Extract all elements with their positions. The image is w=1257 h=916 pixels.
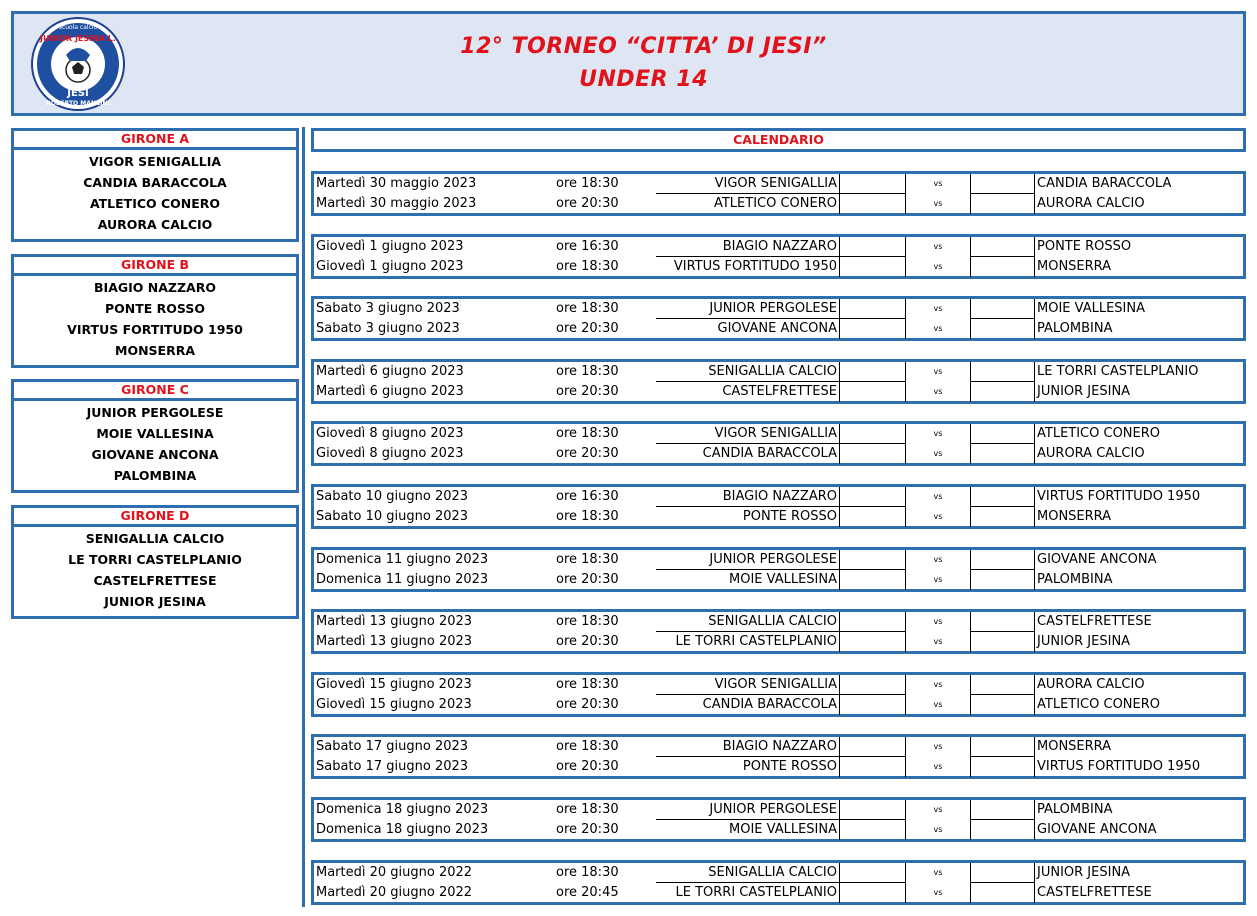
match-time: ore 18:30 — [556, 552, 619, 567]
away-score — [970, 507, 1035, 527]
girone-team: CANDIA BARACCOLA — [83, 175, 227, 190]
home-score — [840, 800, 906, 820]
away-team: AURORA CALCIO — [1037, 196, 1145, 211]
match-date: Domenica 11 giugno 2023 — [316, 572, 489, 587]
home-score — [840, 695, 906, 715]
logo-ring-text: JUNIOR JESINA L. — [40, 34, 116, 43]
away-score — [970, 174, 1035, 194]
away-score — [970, 800, 1035, 820]
match-time: ore 20:30 — [556, 321, 619, 336]
match-date: Sabato 17 giugno 2023 — [316, 759, 469, 774]
vs-label: vs — [933, 575, 943, 584]
match-group — [311, 860, 1246, 905]
home-team: CANDIA BARACCOLA — [656, 444, 840, 464]
vs-label: vs — [933, 762, 943, 771]
match-row — [314, 299, 1243, 319]
away-team: JUNIOR JESINA — [1037, 865, 1131, 880]
match-row — [314, 424, 1243, 444]
home-team: JUNIOR PERGOLESE — [656, 800, 840, 820]
vs-label: vs — [933, 680, 943, 689]
away-score — [970, 612, 1035, 632]
match-date: Domenica 18 giugno 2023 — [316, 822, 489, 837]
match-date: Sabato 17 giugno 2023 — [316, 739, 469, 754]
match-date: Sabato 10 giugno 2023 — [316, 489, 469, 504]
home-team: MOIE VALLESINA — [656, 570, 840, 590]
vs-label: vs — [933, 637, 943, 646]
match-time: ore 18:30 — [556, 739, 619, 754]
home-team: BIAGIO NAZZARO — [656, 237, 840, 257]
away-score — [970, 632, 1035, 652]
match-time: ore 20:30 — [556, 446, 619, 461]
girone-team: LE TORRI CASTELPLANIO — [68, 552, 242, 567]
home-score — [840, 570, 906, 590]
match-date: Sabato 3 giugno 2023 — [316, 321, 460, 336]
home-team: PONTE ROSSO — [656, 507, 840, 527]
home-team: JUNIOR PERGOLESE — [656, 550, 840, 570]
match-group — [311, 296, 1246, 341]
calendar-title: CALENDARIO — [311, 128, 1246, 152]
away-team: MOIE VALLESINA — [1037, 301, 1145, 316]
home-score — [840, 507, 906, 527]
vs-label: vs — [933, 742, 943, 751]
away-score — [970, 319, 1035, 339]
match-time: ore 16:30 — [556, 489, 619, 504]
vs-label: vs — [933, 199, 943, 208]
match-date: Martedì 6 giugno 2023 — [316, 364, 464, 379]
girone-team: AURORA CALCIO — [97, 217, 213, 232]
match-date: Martedì 30 maggio 2023 — [316, 176, 477, 191]
away-score — [970, 737, 1035, 757]
home-team: JUNIOR PERGOLESE — [656, 299, 840, 319]
home-team: VIGOR SENIGALLIA — [656, 675, 840, 695]
home-score — [840, 319, 906, 339]
vs-label: vs — [933, 179, 943, 188]
match-time: ore 20:30 — [556, 697, 619, 712]
away-team: VIRTUS FORTITUDO 1950 — [1037, 489, 1201, 504]
match-row — [314, 820, 1243, 840]
home-score — [840, 757, 906, 777]
match-date: Martedì 20 giugno 2022 — [316, 885, 473, 900]
vs-label: vs — [933, 617, 943, 626]
girone-title: GIRONE D — [11, 505, 299, 527]
match-time: ore 18:30 — [556, 509, 619, 524]
match-date: Giovedì 15 giugno 2023 — [316, 697, 472, 712]
away-team: CASTELFRETTESE — [1037, 614, 1152, 629]
match-time: ore 20:30 — [556, 572, 619, 587]
away-team: ATLETICO CONERO — [1037, 426, 1161, 441]
vs-label: vs — [933, 888, 943, 897]
match-row — [314, 362, 1243, 382]
home-score — [840, 174, 906, 194]
logo-bottom-text: ROBERTO MANCINI — [46, 100, 110, 107]
girone-team: PALOMBINA — [113, 468, 197, 483]
tournament-title: 12° TORNEO “CITTA’ DI JESI” — [460, 34, 827, 59]
away-team: MONSERRA — [1037, 739, 1112, 754]
away-team: PONTE ROSSO — [1037, 239, 1132, 254]
home-score — [840, 194, 906, 214]
match-date: Sabato 3 giugno 2023 — [316, 301, 460, 316]
away-score — [970, 194, 1035, 214]
match-date: Giovedì 8 giugno 2023 — [316, 426, 464, 441]
match-row — [314, 632, 1243, 652]
page-header — [11, 11, 1246, 116]
club-logo — [26, 17, 130, 111]
vs-label: vs — [933, 825, 943, 834]
away-score — [970, 820, 1035, 840]
match-group — [311, 421, 1246, 466]
away-team: PALOMBINA — [1037, 572, 1113, 587]
home-team: BIAGIO NAZZARO — [656, 737, 840, 757]
away-score — [970, 382, 1035, 402]
girone-team: MONSERRA — [115, 343, 195, 358]
match-date: Martedì 13 giugno 2023 — [316, 614, 473, 629]
girone-team: JUNIOR PERGOLESE — [86, 405, 224, 420]
match-row — [314, 757, 1243, 777]
match-date: Domenica 18 giugno 2023 — [316, 802, 489, 817]
girone-title: GIRONE C — [11, 379, 299, 401]
home-team: PONTE ROSSO — [656, 757, 840, 777]
away-team: VIRTUS FORTITUDO 1950 — [1037, 759, 1201, 774]
away-score — [970, 424, 1035, 444]
away-team: AURORA CALCIO — [1037, 677, 1145, 692]
vs-label: vs — [933, 805, 943, 814]
home-score — [840, 737, 906, 757]
home-team: CASTELFRETTESE — [656, 382, 840, 402]
match-time: ore 20:30 — [556, 759, 619, 774]
home-score — [840, 382, 906, 402]
match-group — [311, 171, 1246, 216]
match-time: ore 18:30 — [556, 614, 619, 629]
match-row — [314, 194, 1243, 214]
match-group — [311, 672, 1246, 717]
home-team: CANDIA BARACCOLA — [656, 695, 840, 715]
away-score — [970, 757, 1035, 777]
away-team: MONSERRA — [1037, 509, 1112, 524]
girone-a-box — [11, 128, 299, 242]
girone-team: VIGOR SENIGALLIA — [88, 154, 222, 169]
home-score — [840, 237, 906, 257]
vs-label: vs — [933, 700, 943, 709]
match-date: Domenica 11 giugno 2023 — [316, 552, 489, 567]
vs-label: vs — [933, 367, 943, 376]
vs-label: vs — [933, 555, 943, 564]
girone-c-box — [11, 379, 299, 493]
match-date: Giovedì 1 giugno 2023 — [316, 239, 464, 254]
vs-label: vs — [933, 492, 943, 501]
match-row — [314, 174, 1243, 194]
match-date: Giovedì 8 giugno 2023 — [316, 446, 464, 461]
match-row — [314, 675, 1243, 695]
match-row — [314, 570, 1243, 590]
away-team: PALOMBINA — [1037, 802, 1113, 817]
home-team: ATLETICO CONERO — [656, 194, 840, 214]
girone-team: ATLETICO CONERO — [89, 196, 221, 211]
girone-team: PONTE ROSSO — [105, 301, 205, 316]
home-team: BIAGIO NAZZARO — [656, 487, 840, 507]
home-score — [840, 362, 906, 382]
match-group — [311, 359, 1246, 404]
away-team: JUNIOR JESINA — [1037, 384, 1131, 399]
away-score — [970, 570, 1035, 590]
away-score — [970, 444, 1035, 464]
away-team: ATLETICO CONERO — [1037, 697, 1161, 712]
tournament-category: UNDER 14 — [579, 67, 708, 92]
calendar-divider — [302, 127, 305, 907]
girone-title: GIRONE B — [11, 254, 299, 276]
girone-team: GIOVANE ANCONA — [91, 447, 219, 462]
match-group — [311, 609, 1246, 654]
home-score — [840, 612, 906, 632]
away-score — [970, 299, 1035, 319]
away-score — [970, 487, 1035, 507]
match-row — [314, 319, 1243, 339]
match-time: ore 20:30 — [556, 196, 619, 211]
match-time: ore 18:30 — [556, 865, 619, 880]
home-score — [840, 550, 906, 570]
away-score — [970, 237, 1035, 257]
match-date: Martedì 20 giugno 2022 — [316, 865, 473, 880]
girone-team: JUNIOR JESINA — [104, 594, 206, 609]
match-time: ore 18:30 — [556, 301, 619, 316]
girone-b-box — [11, 254, 299, 368]
vs-label: vs — [933, 868, 943, 877]
match-time: ore 18:30 — [556, 426, 619, 441]
home-score — [840, 632, 906, 652]
match-row — [314, 883, 1243, 903]
logo-top-text: scuola calcio — [58, 24, 98, 31]
match-time: ore 18:30 — [556, 677, 619, 692]
girone-team: SENIGALLIA CALCIO — [85, 531, 225, 546]
home-team: GIOVANE ANCONA — [656, 319, 840, 339]
away-team: JUNIOR JESINA — [1037, 634, 1131, 649]
match-time: ore 20:30 — [556, 384, 619, 399]
match-group — [311, 734, 1246, 779]
home-team: SENIGALLIA CALCIO — [656, 863, 840, 883]
match-row — [314, 444, 1243, 464]
home-team: SENIGALLIA CALCIO — [656, 612, 840, 632]
away-team: AURORA CALCIO — [1037, 446, 1145, 461]
girone-team: MOIE VALLESINA — [96, 426, 214, 441]
match-time: ore 18:30 — [556, 176, 619, 191]
match-row — [314, 695, 1243, 715]
away-team: CASTELFRETTESE — [1037, 885, 1152, 900]
match-date: Martedì 13 giugno 2023 — [316, 634, 473, 649]
vs-label: vs — [933, 304, 943, 313]
away-team: PALOMBINA — [1037, 321, 1113, 336]
vs-label: vs — [933, 449, 943, 458]
match-date: Sabato 10 giugno 2023 — [316, 509, 469, 524]
match-date: Martedì 30 maggio 2023 — [316, 196, 477, 211]
away-score — [970, 863, 1035, 883]
match-row — [314, 382, 1243, 402]
match-time: ore 20:30 — [556, 822, 619, 837]
away-score — [970, 883, 1035, 903]
match-group — [311, 547, 1246, 592]
match-time: ore 20:45 — [556, 885, 619, 900]
vs-label: vs — [933, 512, 943, 521]
away-score — [970, 675, 1035, 695]
home-score — [840, 257, 906, 277]
match-row — [314, 550, 1243, 570]
match-row — [314, 487, 1243, 507]
home-score — [840, 820, 906, 840]
home-team: SENIGALLIA CALCIO — [656, 362, 840, 382]
away-team: GIOVANE ANCONA — [1037, 822, 1157, 837]
home-team: MOIE VALLESINA — [656, 820, 840, 840]
match-date: Giovedì 1 giugno 2023 — [316, 259, 464, 274]
vs-label: vs — [933, 429, 943, 438]
vs-label: vs — [933, 387, 943, 396]
home-score — [840, 444, 906, 464]
match-row — [314, 257, 1243, 277]
match-row — [314, 737, 1243, 757]
home-team: LE TORRI CASTELPLANIO — [656, 883, 840, 903]
match-date: Martedì 6 giugno 2023 — [316, 384, 464, 399]
match-time: ore 18:30 — [556, 259, 619, 274]
vs-label: vs — [933, 262, 943, 271]
match-group — [311, 484, 1246, 529]
match-time: ore 18:30 — [556, 802, 619, 817]
match-time: ore 16:30 — [556, 239, 619, 254]
match-row — [314, 800, 1243, 820]
logo-city: JESI — [67, 88, 89, 99]
away-score — [970, 362, 1035, 382]
home-team: VIGOR SENIGALLIA — [656, 424, 840, 444]
girone-title: GIRONE A — [11, 128, 299, 150]
match-row — [314, 507, 1243, 527]
away-score — [970, 550, 1035, 570]
match-row — [314, 612, 1243, 632]
match-group — [311, 234, 1246, 279]
girone-d-box — [11, 505, 299, 619]
match-time: ore 20:30 — [556, 634, 619, 649]
match-date: Giovedì 15 giugno 2023 — [316, 677, 472, 692]
home-score — [840, 424, 906, 444]
away-score — [970, 695, 1035, 715]
away-team: GIOVANE ANCONA — [1037, 552, 1157, 567]
home-score — [840, 299, 906, 319]
away-team: CANDIA BARACCOLA — [1037, 176, 1172, 191]
match-row — [314, 863, 1243, 883]
home-score — [840, 863, 906, 883]
girone-team: CASTELFRETTESE — [93, 573, 217, 588]
vs-label: vs — [933, 242, 943, 251]
away-team: LE TORRI CASTELPLANIO — [1037, 364, 1199, 379]
home-team: VIGOR SENIGALLIA — [656, 174, 840, 194]
girone-team: VIRTUS FORTITUDO 1950 — [67, 322, 243, 337]
home-team: LE TORRI CASTELPLANIO — [656, 632, 840, 652]
match-group — [311, 797, 1246, 842]
away-team: MONSERRA — [1037, 259, 1112, 274]
vs-label: vs — [933, 324, 943, 333]
match-time: ore 18:30 — [556, 364, 619, 379]
away-score — [970, 257, 1035, 277]
home-score — [840, 675, 906, 695]
home-team: VIRTUS FORTITUDO 1950 — [656, 257, 840, 277]
girone-team: BIAGIO NAZZARO — [94, 280, 216, 295]
home-score — [840, 883, 906, 903]
match-row — [314, 237, 1243, 257]
home-score — [840, 487, 906, 507]
